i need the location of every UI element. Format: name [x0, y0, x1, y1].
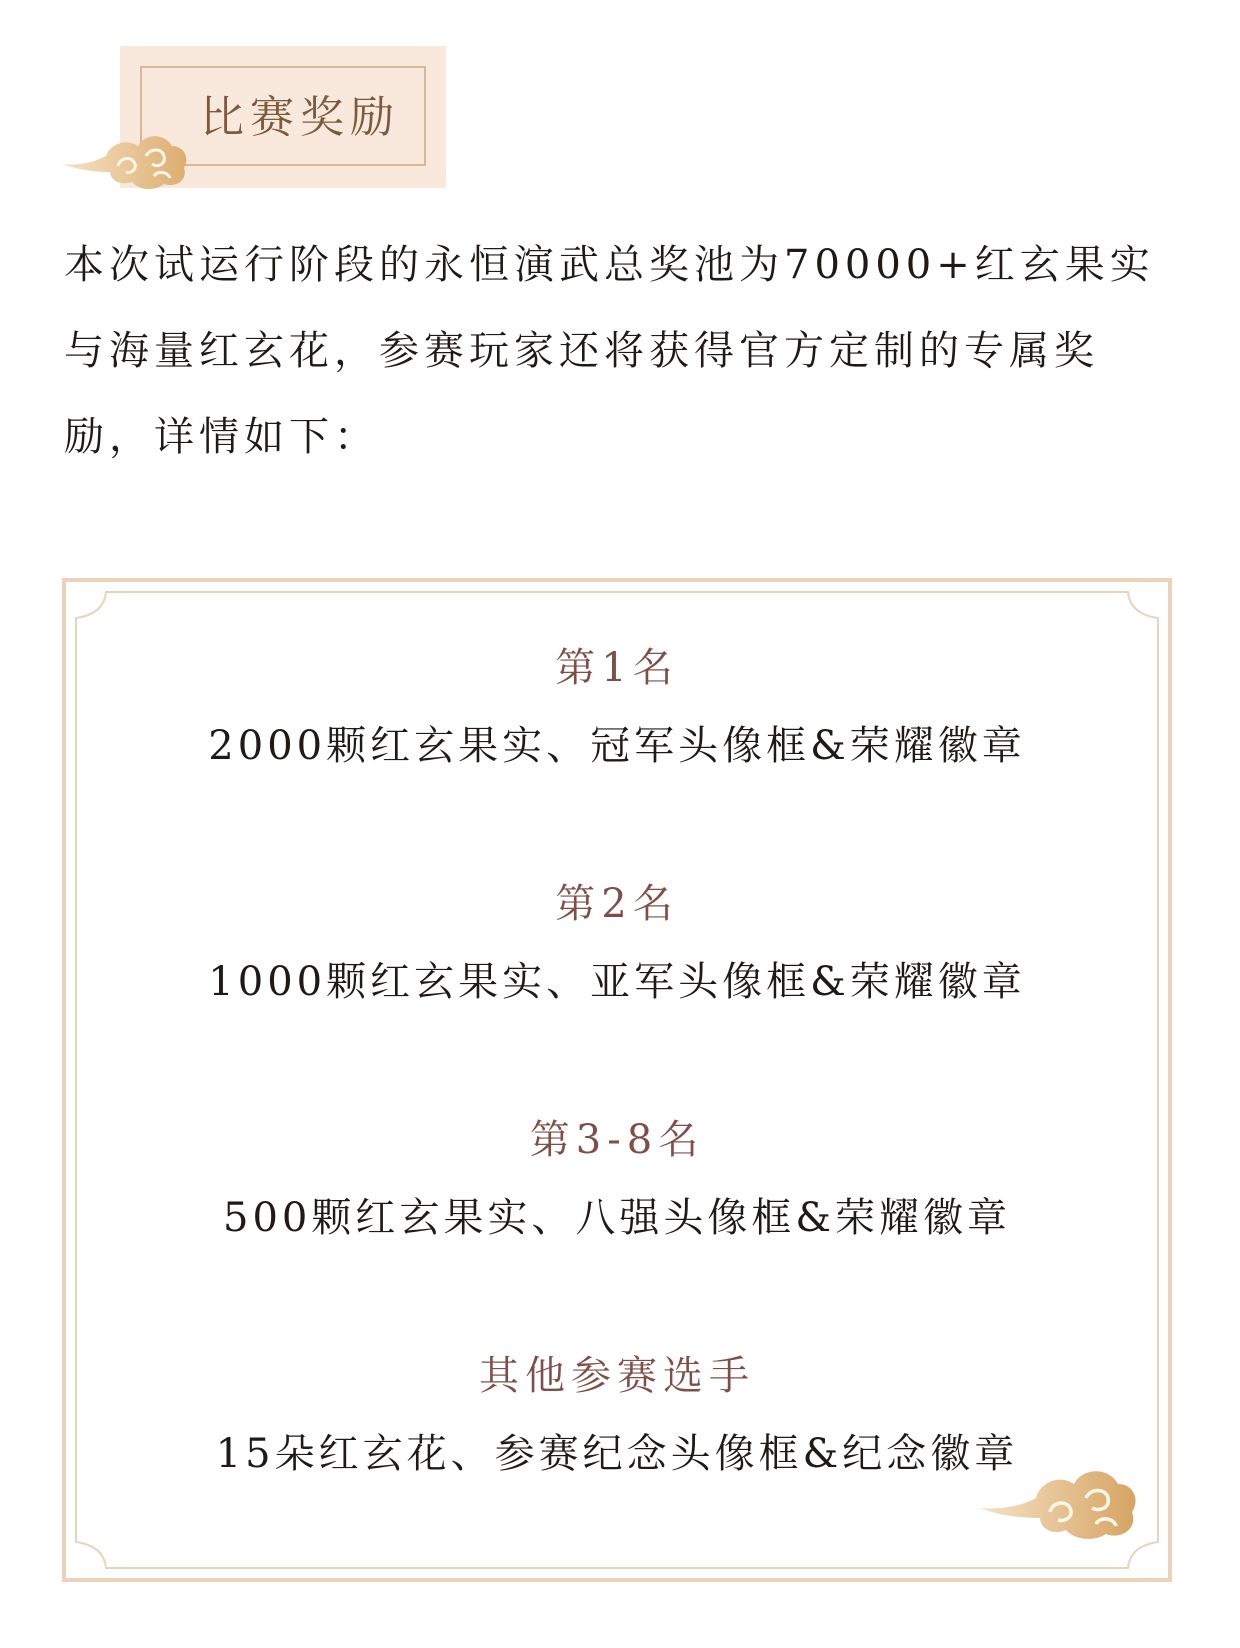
reward-rank: 第2名 — [555, 881, 679, 927]
reward-rank: 其他参赛选手 — [479, 1353, 755, 1399]
rewards-list — [62, 578, 1172, 1582]
reward-prize: 2000颗红玄果实、冠军头像框&荣耀徽章 — [208, 723, 1026, 769]
reward-rank: 第3-8名 — [529, 1117, 705, 1163]
reward-prize: 15朵红玄花、参赛纪念头像框&纪念徽章 — [215, 1431, 1019, 1477]
reward-prize: 1000颗红玄果实、亚军头像框&荣耀徽章 — [208, 959, 1026, 1005]
reward-tier — [62, 876, 1172, 1010]
reward-rank: 第1名 — [555, 645, 679, 691]
reward-tier — [62, 640, 1172, 774]
intro-paragraph: 本次试运行阶段的永恒演武总奖池为70000+红玄果实与海量红玄花，参赛玩家还将获得官方定制的专属奖励，详情如下： — [64, 242, 1155, 460]
auspicious-cloud-icon — [60, 126, 190, 192]
section-heading-title: 比赛奖励 — [200, 92, 400, 143]
auspicious-cloud-icon — [978, 1458, 1140, 1542]
reward-prize: 500颗红玄果实、八强头像框&荣耀徽章 — [223, 1195, 1011, 1241]
reward-tier — [62, 1112, 1172, 1246]
